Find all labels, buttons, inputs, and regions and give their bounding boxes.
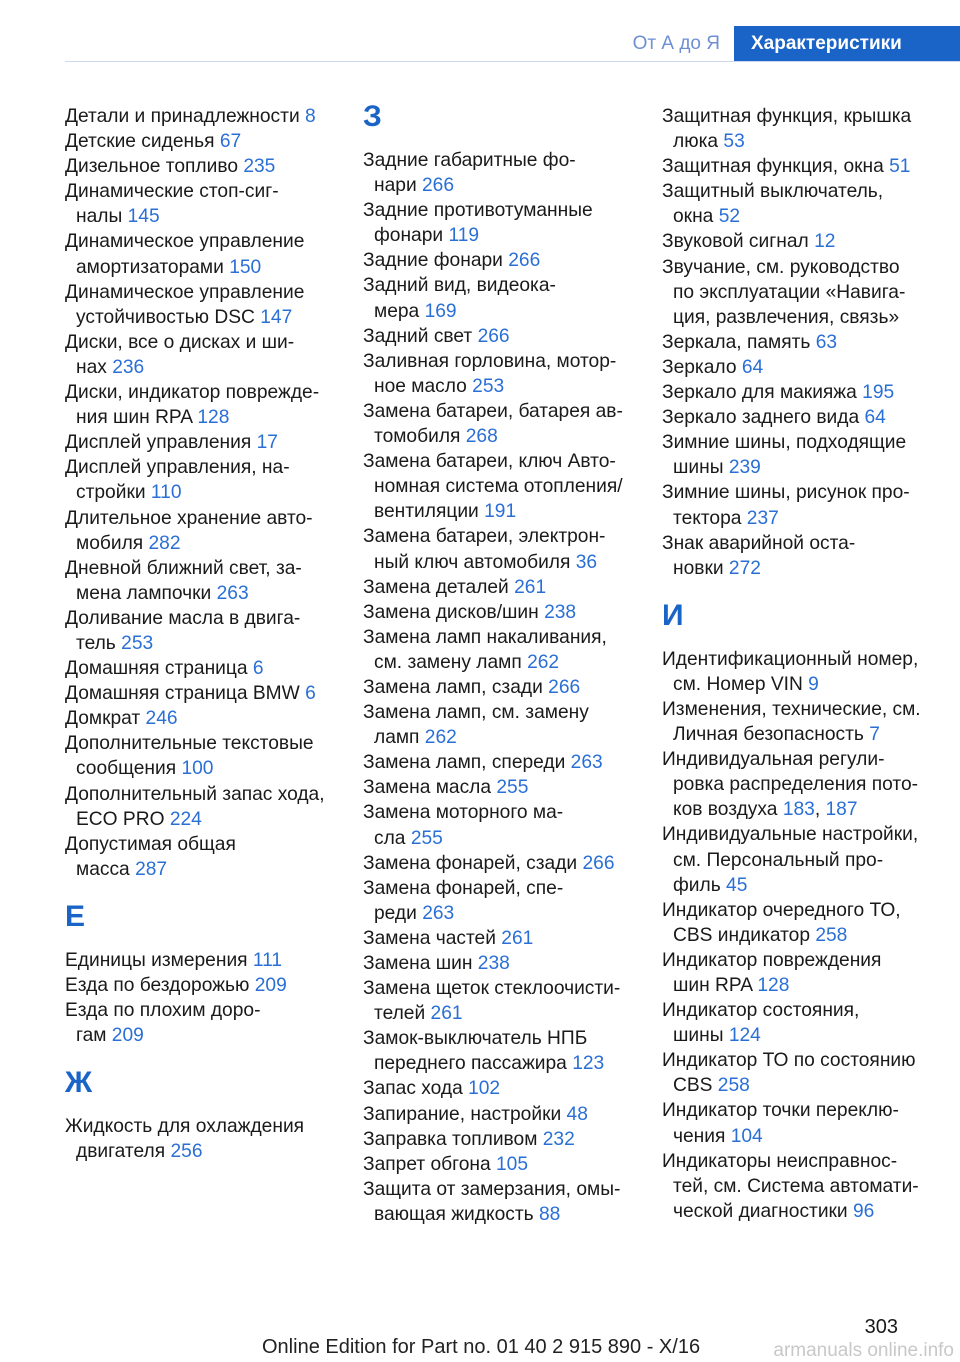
page-link[interactable]: 100	[181, 758, 214, 780]
page-link[interactable]: 123	[572, 1053, 605, 1075]
index-entry	[662, 1048, 952, 1098]
index-entry-text: Индикатор точки переклю- чения	[662, 1100, 899, 1147]
index-entry-text: Индикатор повреждения шин RPA	[662, 949, 882, 996]
index-entry-text: Зеркала, память	[662, 331, 811, 353]
index-entry-text: Диски, индикатор поврежде- ния шин RPA	[65, 382, 320, 429]
index-entry-text: Замена батареи, электрон- ный ключ автомобиля	[363, 526, 606, 573]
page-link[interactable]: 263	[422, 902, 455, 924]
index-entry-text: Индивидуальные настройки, см. Персональный про- филь	[662, 824, 919, 896]
index-entry: Индивидуальная регули- ровка распределения пото- ков воздуха 183, 187	[662, 749, 919, 821]
page-link[interactable]: 253	[121, 632, 154, 654]
page-link[interactable]: 263	[216, 582, 249, 604]
index-entry	[65, 455, 350, 505]
index-column-3	[662, 104, 952, 1224]
index-entry	[363, 1177, 648, 1227]
index-entry	[65, 280, 350, 330]
page-link[interactable]: 145	[127, 206, 160, 228]
index-entry	[363, 1127, 648, 1152]
page-link[interactable]: 238	[544, 601, 577, 623]
section-title-tab[interactable]: Характеристики	[734, 26, 960, 62]
page-link[interactable]: 7	[869, 724, 880, 746]
index-entry	[363, 976, 648, 1026]
index-entry	[662, 948, 952, 998]
index-entry-text: Допустимая общая масса	[65, 833, 236, 880]
watermark: armanuals online.info	[773, 1340, 954, 1361]
index-entry-text: Жидкость для охлаждения двигателя	[65, 1116, 305, 1163]
index-entry-text: Задние противотуманные фонари	[363, 200, 593, 247]
index-entry-text: Дополнительные текстовые сообщения	[65, 733, 314, 780]
index-entry	[662, 1098, 952, 1148]
index-entry-text: Задние фонари	[363, 250, 503, 272]
index-entry	[65, 782, 350, 832]
index-entry	[65, 973, 350, 998]
index-entry	[363, 1152, 648, 1177]
index-entry-text: Замена шин	[363, 953, 473, 974]
index-entry	[662, 255, 952, 330]
index-entry-text: Динамическое управление устойчивостью DSC	[65, 281, 305, 328]
index-entry-text: Единицы измерения	[65, 949, 248, 971]
index-entry	[363, 775, 648, 800]
index-entry	[662, 531, 952, 581]
page-link[interactable]: 266	[422, 175, 455, 197]
page-link[interactable]: 236	[112, 356, 145, 378]
index-entry	[363, 951, 648, 976]
index-entry	[363, 926, 648, 951]
index-entry-text: Задние габаритные фо- нари	[363, 150, 576, 197]
index-entry-text: Замена масла	[363, 777, 492, 799]
index-entry	[363, 148, 648, 198]
index-entry-text: Замена ламп, см. замену ламп	[363, 702, 589, 749]
index-entry	[363, 675, 648, 700]
index-entry	[662, 998, 952, 1048]
edition-label: Online Edition for Part no. 01 40 2 915 890 - X/16	[262, 1336, 701, 1358]
index-entry-text: Динамическое управление амортизаторами	[65, 231, 305, 278]
index-entry-text: Динамические стоп-сиг- налы	[65, 181, 279, 228]
index-entry-text: Заправка топливом	[363, 1128, 538, 1150]
index-entry-text: Дизельное топливо	[65, 156, 238, 178]
index-entry	[363, 198, 648, 248]
page-link[interactable]: 88	[538, 1203, 561, 1225]
page-link[interactable]: 262	[527, 651, 560, 673]
page-link[interactable]: 255	[410, 827, 443, 849]
index-entry	[65, 179, 350, 229]
page-link[interactable]: 52	[718, 206, 741, 228]
index-entry-text: Зеркало заднего вида	[662, 407, 860, 429]
index-entry-text: Зеркало для макияжа	[662, 382, 857, 404]
index-entry-text: Звуковой сигнал	[662, 231, 809, 253]
index-entry-text: Задний свет	[363, 325, 473, 347]
section-breadcrumb[interactable]: От А до Я	[632, 33, 720, 54]
index-entry-text: Знак аварийной оста- новки	[662, 532, 856, 579]
index-entry-text: Заливная горловина, мотор- ное масло	[363, 350, 617, 397]
index-entry-text: Замена частей	[363, 927, 496, 949]
index-entry	[65, 104, 350, 129]
page-link[interactable]: 187	[825, 799, 858, 821]
index-entry	[65, 556, 350, 606]
page-link[interactable]: 195	[862, 382, 895, 404]
index-entry-text: Защитная функция, крышка люка	[662, 106, 912, 153]
index-entry-text: Замена батареи, ключ Авто- номная система отопления/ вентиляции	[363, 451, 623, 523]
index-entry-text: Запирание, настройки	[363, 1103, 562, 1125]
index-entry	[363, 1102, 648, 1127]
index-entry	[363, 575, 648, 600]
page-link[interactable]: 36	[575, 551, 598, 573]
page-link[interactable]: 183	[782, 799, 815, 821]
index-entry	[363, 449, 648, 524]
index-entry	[363, 349, 648, 399]
index-entry	[662, 380, 952, 405]
page-link[interactable]: 253	[472, 375, 505, 397]
index-entry-text: Диски, все о дисках и ши- нах	[65, 331, 295, 378]
page-link[interactable]: 258	[717, 1075, 750, 1097]
page-link[interactable]: 268	[465, 426, 498, 448]
index-entry	[662, 229, 952, 254]
index-entry-text: Длительное хранение авто- мобиля	[65, 507, 313, 554]
index-letter-heading: И	[662, 598, 684, 632]
page-link[interactable]: 256	[170, 1141, 203, 1163]
page-number: 303	[864, 1316, 898, 1338]
index-entry	[363, 800, 648, 850]
index-entry-text: Езда по бездорожью	[65, 975, 250, 996]
page-link[interactable]: 238	[477, 953, 510, 974]
page-link[interactable]: 262	[424, 727, 457, 749]
page-footer	[0, 1316, 960, 1362]
index-entry-text: Замена фонарей, сзади	[363, 852, 578, 874]
index-entry	[65, 1114, 350, 1164]
page-link[interactable]: 266	[548, 676, 581, 698]
page-link[interactable]: 266	[582, 852, 615, 874]
page-link[interactable]: 272	[728, 557, 761, 579]
index-entry-text: Дневной ближний свет, за- мена лампочки	[65, 557, 302, 604]
index-entry-text: Защитный выключатель, окна	[662, 181, 884, 228]
index-entry-text: Задний вид, видеока- мера	[363, 275, 556, 322]
index-entry-text: Замена моторного ма- сла	[363, 802, 564, 849]
index-entry-text: Зимние шины, подходящие шины	[662, 432, 907, 479]
index-entry	[65, 998, 350, 1048]
page-link[interactable]: 128	[197, 407, 230, 429]
index-entry-text: Замена щеток стеклоочисти- телей	[363, 978, 621, 1025]
page-link[interactable]: 169	[424, 300, 457, 322]
index-entry-text: Детали и принадлежности	[65, 106, 300, 127]
page-link[interactable]: 105	[496, 1153, 529, 1175]
index-entry	[662, 480, 952, 530]
page-link[interactable]: 45	[726, 874, 748, 896]
index-entry	[65, 948, 350, 973]
page-header	[0, 26, 960, 62]
page-link[interactable]: 104	[730, 1125, 763, 1147]
page-link[interactable]: 258	[815, 924, 848, 946]
index-entry	[662, 154, 952, 179]
index-column-1	[65, 104, 350, 1164]
index-entry-text: Езда по плохим доро- гам	[65, 1000, 261, 1047]
page-link[interactable]: 8	[305, 106, 316, 127]
page-link[interactable]: 266	[508, 250, 541, 272]
index-entry-text: Домкрат	[65, 708, 141, 730]
index-entry	[662, 330, 952, 355]
page-link[interactable]: 287	[135, 858, 168, 880]
index-entry-text: Звучание, см. руководство по эксплуатации «Навига- ция, развлечения, связь»	[662, 256, 906, 328]
index-entry	[363, 399, 648, 449]
index-entry-text: Зеркало	[662, 356, 737, 378]
index-entry	[65, 229, 350, 279]
index-entry-text: Индивидуальная регули- ровка распределения пото- ков воздуха	[662, 749, 919, 821]
page-link[interactable]: 9	[808, 673, 819, 695]
index-entry	[65, 706, 350, 731]
page-link[interactable]: 102	[468, 1078, 501, 1100]
index-entry-text: Индикатор очередного ТО, CBS индикатор	[662, 899, 901, 946]
index-entry-text: Доливание масла в двига- тель	[65, 607, 301, 654]
index-entry-text: Индикатор состояния, шины	[662, 1000, 860, 1047]
page-link[interactable]: 263	[570, 752, 603, 774]
index-entry	[363, 876, 648, 926]
index-entry	[662, 647, 952, 697]
page-link[interactable]: 147	[260, 306, 293, 328]
page-link[interactable]: 111	[252, 949, 283, 971]
page-link[interactable]: 17	[256, 432, 278, 454]
index-entry	[363, 851, 648, 876]
index-entry-text: Защита от замерзания, омы- вающая жидкость	[363, 1178, 621, 1225]
index-entry	[65, 330, 350, 380]
index-entry-text: Замена батареи, батарея ав- томобиля	[363, 400, 623, 448]
index-entry	[65, 681, 350, 706]
index-entry-text: Индикаторы неисправнос- тей, см. Система автомати- ческой диагностики	[662, 1150, 919, 1222]
index-entry	[662, 898, 952, 948]
index-entry-text: Замена деталей	[363, 576, 509, 598]
index-entry	[65, 506, 350, 556]
index-entry	[65, 606, 350, 656]
page-link[interactable]: 12	[814, 231, 836, 253]
index-entry	[662, 697, 952, 747]
page-link[interactable]: 209	[111, 1025, 144, 1047]
page-link[interactable]: 6	[305, 683, 316, 705]
index-entry	[65, 832, 350, 882]
index-entry	[363, 700, 648, 750]
page-link[interactable]: 96	[853, 1200, 875, 1222]
index-entry-text: Домашняя страница BMW	[65, 683, 300, 705]
index-entry	[363, 324, 648, 349]
index-entry-text: Индикатор ТО по состоянию CBS	[662, 1050, 916, 1097]
page-link[interactable]: 110	[150, 482, 182, 504]
index-entry-text: Зимние шины, рисунок про- тектора	[662, 482, 910, 529]
index-entry-text: Защитная функция, окна	[662, 156, 884, 178]
page-link[interactable]: 237	[746, 507, 779, 529]
page-link[interactable]: 209	[254, 975, 287, 996]
index-entry-text: Замена дисков/шин	[363, 601, 539, 623]
page-link[interactable]: 255	[496, 777, 529, 799]
index-entry-text: Замена ламп, сзади	[363, 676, 543, 698]
index-letter-heading: З	[363, 100, 382, 133]
page-link[interactable]: 6	[252, 658, 264, 680]
index-letter-heading: Ж	[65, 1066, 93, 1100]
index-entry	[65, 731, 350, 781]
index-entry	[363, 524, 648, 574]
index-entry-text: Дополнительный запас хода, ECO PRO	[65, 783, 325, 830]
index-entry-text: Замок-выключатель НПБ переднего пассажира	[363, 1028, 588, 1075]
page-link[interactable]: 128	[757, 975, 790, 996]
index-entry	[65, 129, 350, 154]
index-entry	[65, 154, 350, 179]
index-entry	[363, 750, 648, 775]
index-entry	[363, 1026, 648, 1076]
page-link[interactable]: 150	[229, 256, 262, 278]
index-entry-text: Детские сиденья	[65, 131, 215, 153]
index-entry	[363, 625, 648, 675]
index-entry	[363, 248, 648, 273]
page-link[interactable]: 51	[889, 156, 911, 178]
page-link[interactable]: 191	[484, 501, 517, 523]
index-letter-heading: Е	[65, 899, 86, 933]
page-link[interactable]: 63	[815, 331, 838, 353]
page-link[interactable]: 53	[723, 131, 745, 153]
page-link[interactable]: 282	[148, 532, 181, 554]
page-link[interactable]: 64	[864, 407, 886, 429]
index-entry	[662, 355, 952, 380]
index-entry	[662, 430, 952, 480]
index-entry	[363, 273, 648, 323]
index-entry-text: Идентификационный номер, см. Номер VIN	[662, 648, 919, 695]
index-entry	[65, 430, 350, 455]
page-link[interactable]: 246	[145, 708, 178, 730]
index-entry-text: Домашняя страница	[65, 658, 248, 680]
page-link[interactable]: 232	[542, 1128, 575, 1150]
page-link[interactable]: 119	[448, 225, 480, 247]
page-link[interactable]: 239	[728, 457, 761, 479]
index-entry-text: Замена ламп накаливания, см. замену ламп	[363, 626, 607, 673]
page-link[interactable]: 124	[728, 1025, 761, 1047]
index-entry	[662, 1149, 952, 1224]
page-link[interactable]: 261	[514, 576, 547, 598]
index-entry	[662, 104, 952, 154]
page-link[interactable]: 64	[741, 356, 764, 378]
index-entry	[662, 179, 952, 229]
page-link[interactable]: 224	[169, 808, 202, 830]
page-link[interactable]: 266	[477, 325, 510, 347]
page-link[interactable]: 67	[219, 131, 242, 153]
index-entry	[65, 380, 350, 430]
index-entry	[662, 405, 952, 430]
index-entry-text: Дисплей управления	[65, 432, 252, 454]
index-column-2	[363, 100, 648, 1227]
index-entry-text: Замена фонарей, спе- реди	[363, 877, 564, 924]
index-entry	[662, 822, 952, 897]
index-entry-text: Изменения, технические, см. Личная безопасность	[662, 698, 921, 746]
index-entry	[65, 656, 350, 681]
header-divider	[65, 61, 960, 62]
index-entry	[363, 600, 648, 625]
index-entry-text: Замена ламп, спереди	[363, 752, 566, 774]
index-entry-text: Запрет обгона	[363, 1153, 491, 1175]
index-entry	[363, 1076, 648, 1101]
index-entry-text: Запас хода	[363, 1078, 463, 1100]
index-entry-text: Дисплей управления, на- стройки	[65, 457, 290, 504]
page-link[interactable]: 261	[501, 927, 534, 949]
page-link[interactable]: 235	[243, 156, 276, 178]
page-link[interactable]: 48	[566, 1103, 588, 1125]
page-link[interactable]: 261	[430, 1003, 463, 1025]
